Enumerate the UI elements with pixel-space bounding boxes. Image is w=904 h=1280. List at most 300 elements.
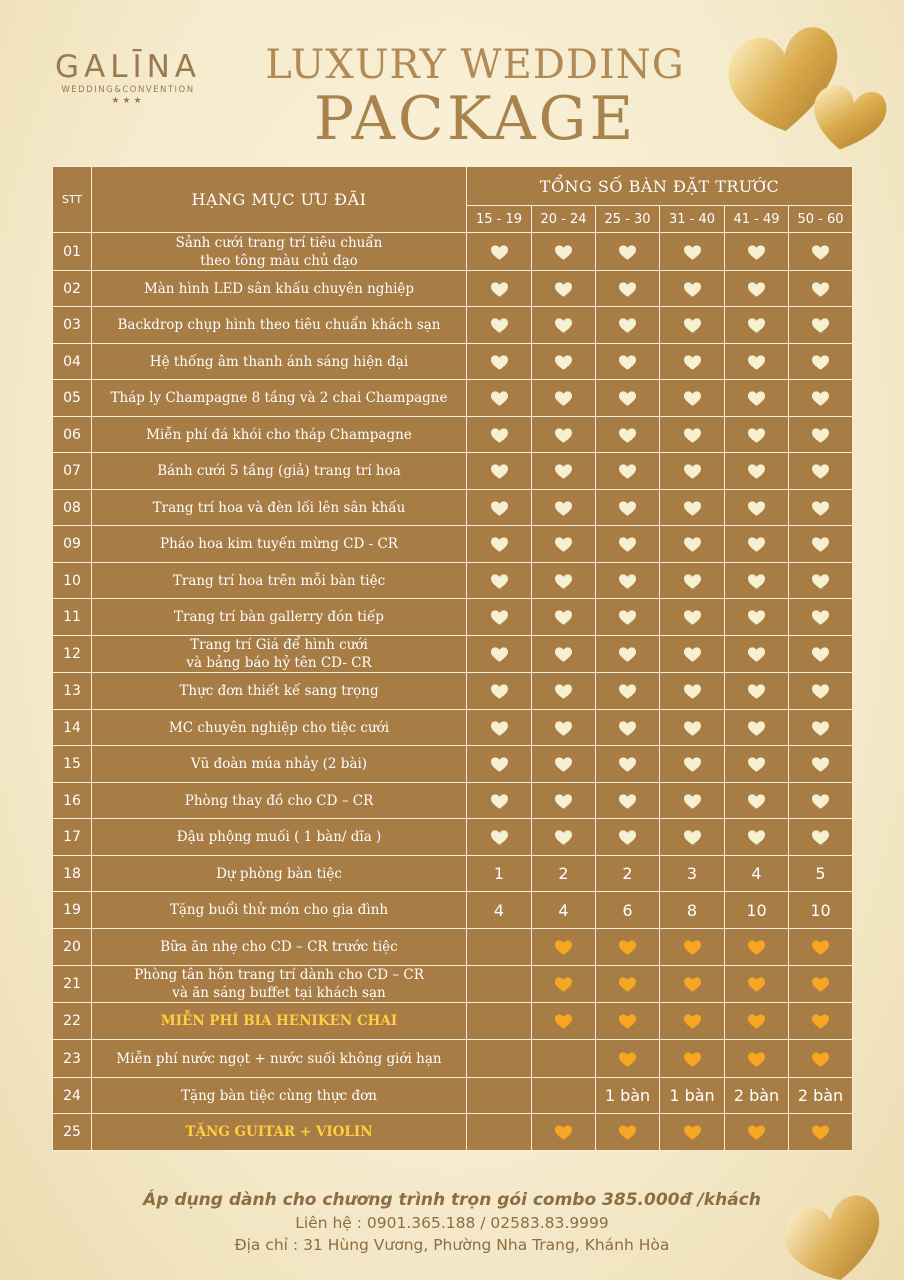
heart-icon: [555, 245, 572, 261]
package-rows: [53, 233, 853, 1151]
row-label: MIỄN PHÍ BIA HENIKEN CHAI: [92, 1003, 467, 1040]
heart-icon: [812, 647, 829, 663]
heart-icon: [748, 355, 765, 371]
brand-stars: ★★★: [111, 96, 145, 106]
gold-heart-icon: [619, 1014, 636, 1030]
cell-included: [660, 599, 725, 636]
row-number: 15: [53, 746, 92, 783]
cell-included-gold: [725, 1040, 789, 1078]
row-label: MC chuyên nghiệp cho tiệc cưới: [92, 710, 467, 746]
cell-included: [660, 563, 725, 599]
combo-note: Áp dụng dành cho chương trình trọn gói combo 385.000đ /khách: [143, 1190, 761, 1210]
heart-icon: [491, 464, 508, 480]
table-row: [53, 380, 853, 417]
cell-included-gold: [789, 1003, 853, 1040]
heart-icon: [555, 830, 572, 846]
row-label: Miễn phí nước ngọt + nước suối không giới hạn: [92, 1040, 467, 1078]
heart-icon: [684, 318, 701, 334]
row-number: 19: [53, 892, 92, 929]
cell-included: [725, 490, 789, 526]
cell-included-gold: [596, 1114, 660, 1151]
cell-included: [467, 673, 532, 710]
cell-included: [467, 783, 532, 819]
table-row: [53, 563, 853, 599]
cell-included: [596, 490, 660, 526]
cell-included: [789, 344, 853, 380]
table-row: [53, 599, 853, 636]
heart-icon: [684, 757, 701, 773]
table-row: [53, 746, 853, 783]
cell-included: [467, 271, 532, 307]
heart-icon: [491, 282, 508, 298]
cell-included-gold: [660, 1003, 725, 1040]
cell-included: [596, 307, 660, 344]
row-label: Tháp ly Champagne 8 tầng và 2 chai Champagne: [92, 380, 467, 417]
cell-included: [467, 453, 532, 490]
cell-included: [660, 636, 725, 673]
gold-heart-icon: [619, 977, 636, 993]
cell-included-gold: [660, 929, 725, 966]
row-number: 25: [53, 1114, 92, 1151]
heart-icon: [684, 245, 701, 261]
heart-icon: [491, 610, 508, 626]
row-number: 08: [53, 490, 92, 526]
table-row: [53, 233, 853, 271]
row-label: Phòng thay đồ cho CD – CR: [92, 783, 467, 819]
cell-empty: [467, 929, 532, 966]
heart-icon: [812, 282, 829, 298]
cell-included: [532, 563, 596, 599]
heart-icon: [491, 355, 508, 371]
cell-included: [725, 233, 789, 271]
cell-included: [660, 673, 725, 710]
cell-empty: [467, 1078, 532, 1114]
row-number: 24: [53, 1078, 92, 1114]
row-label: Màn hình LED sân khấu chuyên nghiệp: [92, 271, 467, 307]
heart-icon: [812, 684, 829, 700]
cell-value: 1 bàn: [596, 1078, 660, 1114]
cell-included-gold: [789, 966, 853, 1003]
gold-heart-icon: [555, 940, 572, 956]
cell-included: [467, 599, 532, 636]
header-category: HẠNG MỤC ƯU ĐÃI: [92, 167, 467, 233]
cell-included: [789, 819, 853, 856]
cell-included: [596, 599, 660, 636]
cell-included: [532, 599, 596, 636]
cell-included: [532, 453, 596, 490]
title-line-2: PACKAGE: [313, 84, 637, 154]
cell-included: [660, 819, 725, 856]
cell-value: 2 bàn: [725, 1078, 789, 1114]
cell-included: [532, 819, 596, 856]
heart-icon: [748, 684, 765, 700]
row-number: 05: [53, 380, 92, 417]
heart-icon: [491, 428, 508, 444]
heart-icon: [619, 355, 636, 371]
heart-icon: [619, 501, 636, 517]
cell-included: [467, 417, 532, 453]
heart-icon: [619, 428, 636, 444]
cell-included: [660, 710, 725, 746]
cell-included: [660, 526, 725, 563]
heart-icon: [812, 428, 829, 444]
cell-included: [596, 344, 660, 380]
cell-included: [789, 563, 853, 599]
heart-icon: [619, 464, 636, 480]
cell-included: [725, 819, 789, 856]
row-number: 14: [53, 710, 92, 746]
cell-included: [725, 271, 789, 307]
cell-included-gold: [660, 1114, 725, 1151]
header-range: 50 - 60: [789, 206, 853, 233]
heart-icon: [684, 721, 701, 737]
cell-included: [467, 636, 532, 673]
header-table-count: TỔNG SỐ BÀN ĐẶT TRƯỚC: [467, 167, 853, 206]
row-number: 10: [53, 563, 92, 599]
row-number: 11: [53, 599, 92, 636]
table-row: [53, 453, 853, 490]
table-row: [53, 636, 853, 673]
gold-heart-icon: [555, 1014, 572, 1030]
cell-included: [532, 710, 596, 746]
cell-included: [467, 380, 532, 417]
row-number: 18: [53, 856, 92, 892]
heart-icon: [555, 684, 572, 700]
cell-included: [725, 417, 789, 453]
cell-empty: [467, 966, 532, 1003]
row-label: Trang trí Giá để hình cưới và bảng báo hỷ tên CD- CR: [92, 636, 467, 673]
cell-included: [596, 783, 660, 819]
cell-included: [789, 453, 853, 490]
cell-included-gold: [596, 966, 660, 1003]
row-number: 01: [53, 233, 92, 271]
cell-value: 4: [467, 892, 532, 929]
cell-included: [532, 417, 596, 453]
heart-icon: [619, 830, 636, 846]
heart-icon: [684, 610, 701, 626]
heart-icon: [619, 794, 636, 810]
heart-icon: [684, 647, 701, 663]
cell-included: [596, 563, 660, 599]
gold-heart-icon: [812, 1052, 829, 1068]
cell-included: [467, 344, 532, 380]
cell-value: 1 bàn: [660, 1078, 725, 1114]
row-label: Đậu phộng muối ( 1 bàn/ dĩa ): [92, 819, 467, 856]
row-number: 04: [53, 344, 92, 380]
address-info: Địa chỉ : 31 Hùng Vương, Phường Nha Trang, Khánh Hòa: [234, 1236, 670, 1254]
heart-icon: [684, 282, 701, 298]
cell-included: [467, 563, 532, 599]
cell-value: 8: [660, 892, 725, 929]
heart-icon: [619, 391, 636, 407]
cell-included: [789, 599, 853, 636]
gold-heart-icon: [812, 1125, 829, 1141]
heart-icon: [619, 574, 636, 590]
cell-included: [596, 417, 660, 453]
row-label: Bữa ăn nhẹ cho CD – CR trước tiệc: [92, 929, 467, 966]
cell-included: [660, 307, 725, 344]
cell-included-gold: [789, 1114, 853, 1151]
gold-heart-icon: [812, 977, 829, 993]
heart-icon: [812, 610, 829, 626]
heart-icon: [555, 464, 572, 480]
cell-included: [725, 746, 789, 783]
gold-heart-icon: [619, 1125, 636, 1141]
cell-included: [725, 599, 789, 636]
table-row: [53, 966, 853, 1003]
row-label: Trang trí bàn gallerry đón tiếp: [92, 599, 467, 636]
cell-included: [660, 271, 725, 307]
cell-included: [660, 417, 725, 453]
cell-included: [596, 233, 660, 271]
row-label: Vũ đoàn múa nhảy (2 bài): [92, 746, 467, 783]
cell-included: [660, 453, 725, 490]
row-number: 20: [53, 929, 92, 966]
cell-included: [532, 636, 596, 673]
heart-icon: [619, 282, 636, 298]
header-range: 25 - 30: [596, 206, 660, 233]
heart-icon: [555, 282, 572, 298]
cell-included: [725, 380, 789, 417]
cell-included: [660, 380, 725, 417]
cell-included: [725, 453, 789, 490]
heart-icon: [748, 830, 765, 846]
heart-icon: [812, 537, 829, 553]
heart-icon: [619, 610, 636, 626]
gold-heart-icon: [684, 977, 701, 993]
gold-heart-icon: [748, 1052, 765, 1068]
heart-icon: [748, 647, 765, 663]
heart-icon: [684, 537, 701, 553]
gold-heart-icon: [812, 1014, 829, 1030]
table-row: [53, 1003, 853, 1040]
heart-icon: [748, 282, 765, 298]
heart-icon: [491, 391, 508, 407]
table-row: [53, 1114, 853, 1151]
row-number: 22: [53, 1003, 92, 1040]
gold-heart-icon: [619, 1052, 636, 1068]
cell-empty: [467, 1040, 532, 1078]
row-label: Miễn phí đá khói cho tháp Champagne: [92, 417, 467, 453]
cell-included: [789, 710, 853, 746]
cell-included: [789, 636, 853, 673]
heart-icon: [555, 537, 572, 553]
cell-included: [467, 746, 532, 783]
gold-heart-icon: [684, 1014, 701, 1030]
row-label: Backdrop chụp hình theo tiêu chuẩn khách sạn: [92, 307, 467, 344]
table-row: [53, 1078, 853, 1114]
cell-included: [532, 783, 596, 819]
heart-icon: [619, 721, 636, 737]
heart-icon: [491, 721, 508, 737]
cell-value: 2: [532, 856, 596, 892]
row-number: 17: [53, 819, 92, 856]
header-stt: STT: [53, 167, 92, 233]
cell-included: [532, 526, 596, 563]
heart-icon: [812, 721, 829, 737]
heart-icon: [748, 537, 765, 553]
heart-icon: [748, 574, 765, 590]
heart-icon: [748, 391, 765, 407]
cell-included: [789, 380, 853, 417]
heart-icon: [491, 830, 508, 846]
heart-icon: [748, 501, 765, 517]
heart-icon: [812, 794, 829, 810]
cell-included-gold: [596, 1040, 660, 1078]
cell-included: [596, 271, 660, 307]
cell-included: [789, 417, 853, 453]
heart-icon: [555, 318, 572, 334]
heart-icon: [491, 647, 508, 663]
heart-icon: [812, 501, 829, 517]
cell-empty: [532, 1078, 596, 1114]
gold-heart-icon: [812, 940, 829, 956]
cell-included: [789, 783, 853, 819]
cell-included: [596, 819, 660, 856]
cell-included: [660, 490, 725, 526]
heart-icon: [684, 355, 701, 371]
cell-included: [789, 490, 853, 526]
cell-included: [532, 233, 596, 271]
cell-included-gold: [596, 1003, 660, 1040]
heart-icon: [555, 391, 572, 407]
cell-included: [467, 307, 532, 344]
cell-included: [467, 819, 532, 856]
cell-included: [532, 344, 596, 380]
row-label: Pháo hoa kim tuyến mừng CD - CR: [92, 526, 467, 563]
cell-included: [596, 710, 660, 746]
table-row: [53, 490, 853, 526]
gold-heart-icon: [748, 940, 765, 956]
heart-icon: [748, 757, 765, 773]
cell-included: [660, 344, 725, 380]
cell-included: [596, 636, 660, 673]
heart-icon: [491, 794, 508, 810]
cell-included-gold: [725, 1003, 789, 1040]
row-number: 21: [53, 966, 92, 1003]
heart-icon: [491, 537, 508, 553]
row-label: Dự phòng bàn tiệc: [92, 856, 467, 892]
row-label: Hệ thống âm thanh ánh sáng hiện đại: [92, 344, 467, 380]
cell-included-gold: [789, 1040, 853, 1078]
row-number: 02: [53, 271, 92, 307]
cell-included: [725, 563, 789, 599]
gold-heart-icon: [684, 1125, 701, 1141]
heart-icon: [812, 355, 829, 371]
cell-included: [532, 490, 596, 526]
cell-included: [467, 233, 532, 271]
row-label: Sảnh cưới trang trí tiêu chuẩn theo tông màu chủ đạo: [92, 233, 467, 271]
cell-included: [789, 526, 853, 563]
cell-included: [789, 233, 853, 271]
gold-heart-icon: [684, 940, 701, 956]
cell-value: 10: [789, 892, 853, 929]
gold-heart-icon: [748, 1125, 765, 1141]
cell-included: [532, 673, 596, 710]
footer: [0, 1188, 904, 1256]
cell-included: [725, 344, 789, 380]
cell-value: 3: [660, 856, 725, 892]
cell-included: [596, 380, 660, 417]
cell-included: [596, 673, 660, 710]
row-number: 09: [53, 526, 92, 563]
cell-included: [596, 746, 660, 783]
heart-icon: [684, 391, 701, 407]
cell-included: [660, 746, 725, 783]
cell-included: [725, 307, 789, 344]
cell-included-gold: [660, 1040, 725, 1078]
table-row: [53, 526, 853, 563]
cell-included-gold: [532, 966, 596, 1003]
row-label: Trang trí hoa trên mỗi bàn tiệc: [92, 563, 467, 599]
cell-included-gold: [532, 929, 596, 966]
heart-icon: [812, 318, 829, 334]
gold-heart-icon: [555, 1125, 572, 1141]
heart-icon: [491, 757, 508, 773]
cell-included: [725, 673, 789, 710]
table-row: [53, 307, 853, 344]
cell-included: [467, 526, 532, 563]
heart-icon: [748, 428, 765, 444]
table-row: [53, 929, 853, 966]
heart-icon: [684, 428, 701, 444]
heart-icon: [555, 647, 572, 663]
row-number: 13: [53, 673, 92, 710]
heart-icon: [619, 684, 636, 700]
header-range: 41 - 49: [725, 206, 789, 233]
heart-icon: [812, 464, 829, 480]
row-number: 12: [53, 636, 92, 673]
heart-icon: [491, 501, 508, 517]
brand-subtitle: WEDDING&CONVENTION: [61, 85, 195, 95]
heart-icon: [619, 537, 636, 553]
table-row: [53, 892, 853, 929]
cell-included: [789, 307, 853, 344]
heart-icon: [684, 684, 701, 700]
cell-value: 5: [789, 856, 853, 892]
row-label: TẶNG GUITAR + VIOLIN: [92, 1114, 467, 1151]
table-row: [53, 710, 853, 746]
heart-icon: [812, 391, 829, 407]
cell-included: [660, 233, 725, 271]
gold-heart-icon: [619, 940, 636, 956]
heart-icon: [748, 721, 765, 737]
gold-heart-icon: [684, 1052, 701, 1068]
table-row: [53, 271, 853, 307]
cell-included: [596, 526, 660, 563]
cell-included: [660, 783, 725, 819]
row-label: Phòng tân hôn trang trí dành cho CD – CR và ăn sáng buffet tại khách sạn: [92, 966, 467, 1003]
cell-empty: [532, 1040, 596, 1078]
table-row: [53, 1040, 853, 1078]
heart-icon: [491, 684, 508, 700]
heart-icon: [812, 574, 829, 590]
heart-icon: [748, 610, 765, 626]
cell-included-gold: [532, 1114, 596, 1151]
row-label: Bánh cưới 5 tầng (giả) trang trí hoa: [92, 453, 467, 490]
cell-included: [532, 271, 596, 307]
heart-icon: [555, 610, 572, 626]
table-row: [53, 819, 853, 856]
cell-value: 10: [725, 892, 789, 929]
heart-icon: [555, 501, 572, 517]
row-number: 23: [53, 1040, 92, 1078]
header-range: 15 - 19: [467, 206, 532, 233]
table-row: [53, 673, 853, 710]
row-label: Thực đơn thiết kế sang trọng: [92, 673, 467, 710]
contact-info: Liên hệ : 0901.365.188 / 02583.83.9999: [295, 1214, 609, 1232]
heart-icon: [619, 757, 636, 773]
